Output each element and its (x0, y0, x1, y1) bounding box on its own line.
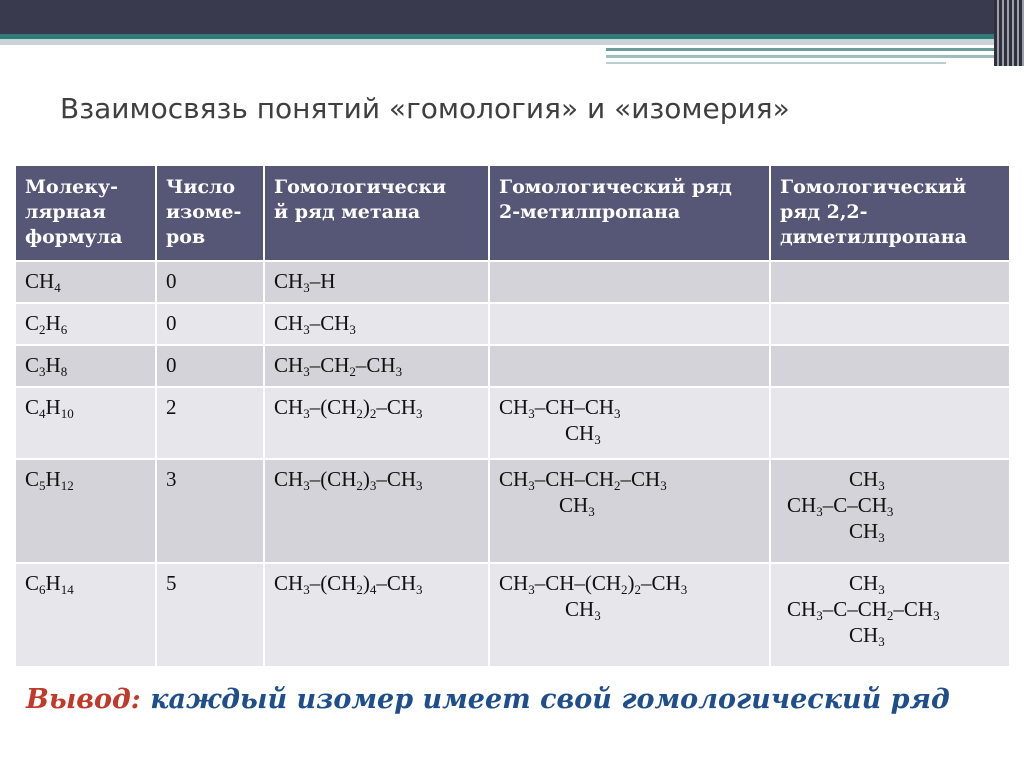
dimethylpropane-series-cell (770, 303, 1010, 345)
dimethylpropane-series-cell (770, 261, 1010, 303)
formula-text: CH (274, 269, 304, 293)
subscript: 3 (303, 280, 310, 295)
formula-line (274, 352, 488, 378)
formula-text: CH (849, 623, 879, 647)
subscript: 5 (39, 478, 46, 493)
formula-text: CH (274, 395, 304, 419)
subscript: 3 (816, 504, 823, 519)
formula-text: CH (559, 493, 589, 517)
header-line: изоме- (166, 201, 242, 223)
subscript: 3 (878, 634, 885, 649)
methane-series-cell (264, 303, 489, 345)
formula-text: CH (274, 467, 304, 491)
subscript: 2 (886, 608, 894, 623)
table-row (15, 303, 1010, 345)
subscript: 3 (349, 322, 356, 337)
subscript: 2 (621, 582, 628, 597)
methylpropane-series-cell (489, 261, 770, 303)
subscript: 3 (878, 582, 885, 597)
conclusion-label: Вывод: (26, 684, 141, 715)
formula-text: CH (499, 467, 529, 491)
formula-text: –(CH (309, 571, 357, 595)
subscript: 3 (395, 364, 403, 379)
formula-text: –C–CH (822, 597, 887, 621)
formula-text: CH (849, 467, 879, 491)
formula-text: ) (362, 571, 370, 595)
subscript: 3 (303, 406, 310, 421)
subscript: 2 (356, 478, 363, 493)
header-line: лярная (25, 201, 106, 223)
subscript: 12 (60, 478, 74, 493)
formula-text: –(CH (309, 395, 357, 419)
methane-series-cell (264, 459, 489, 563)
subscript: 3 (933, 608, 940, 623)
formula-line (274, 394, 488, 420)
formula-text: ) (362, 467, 370, 491)
formula-line (25, 352, 155, 378)
formula-text: H (45, 353, 61, 377)
isomer-count-cell: 0 (156, 261, 264, 303)
formula-text: –CH (376, 395, 417, 419)
formula-text: –CH (376, 571, 417, 595)
header-accent-line-2 (606, 55, 996, 58)
subscript: 3 (680, 582, 688, 597)
formula-cell (15, 345, 156, 387)
methane-series-cell (264, 345, 489, 387)
formula-text: H (45, 571, 61, 595)
formula-cell (15, 387, 156, 459)
formula-text: –CH–CH (534, 467, 615, 491)
right-edge-bars (994, 0, 1024, 66)
header-methane-series (264, 165, 489, 261)
table-row (15, 387, 1010, 459)
header-line: формула (25, 226, 123, 248)
formula-line (499, 466, 769, 492)
formula-text: –CH (893, 597, 934, 621)
subscript: 3 (369, 478, 377, 493)
subscript: 2 (634, 582, 642, 597)
formula-text: CH (849, 519, 879, 543)
formula-line (787, 570, 1009, 596)
header-line: й ряд метана (274, 201, 421, 223)
formula-text: –CH (641, 571, 681, 595)
methylpropane-series-cell (489, 345, 770, 387)
subscript: 3 (878, 478, 885, 493)
methylpropane-series-cell (489, 303, 770, 345)
isomer-count-cell: 3 (156, 459, 264, 563)
formula-text: CH (499, 395, 529, 419)
subscript: 2 (349, 364, 356, 379)
header-dimethylpropane-series (770, 165, 1010, 261)
subscript: 14 (60, 582, 74, 597)
formula-line (787, 466, 1009, 492)
subscript: 3 (528, 406, 535, 421)
subscript: 6 (60, 322, 68, 337)
table-row (15, 459, 1010, 563)
formula-line (787, 518, 1009, 544)
formula-text: C (25, 269, 40, 293)
subscript: 3 (660, 478, 667, 493)
formula-text: CH (565, 421, 595, 445)
formula-text: –CH (355, 353, 396, 377)
formula-text: –CH–CH (534, 395, 615, 419)
header-accent-line (606, 48, 996, 51)
formula-text: CH (499, 571, 529, 595)
subscript: 6 (39, 582, 46, 597)
header-accent-line-3 (606, 62, 946, 64)
subscript: 3 (816, 608, 823, 623)
subscript: 4 (369, 582, 377, 597)
formula-text: H (45, 395, 61, 419)
methane-series-cell (264, 387, 489, 459)
dimethylpropane-series-cell (770, 387, 1010, 459)
subscript: 2 (39, 322, 46, 337)
subscript: 3 (39, 364, 46, 379)
table-row (15, 563, 1010, 667)
formula-text: CH (849, 571, 879, 595)
subscript: 3 (303, 364, 310, 379)
subscript: 2 (356, 406, 363, 421)
formula-text: CH (274, 571, 304, 595)
header-line: Число (166, 176, 236, 198)
header-line: 2-метилпропана (499, 201, 681, 223)
formula-text: H (45, 311, 61, 335)
dimethylpropane-series-cell (770, 563, 1010, 667)
header-isomer-count (156, 165, 264, 261)
formula-text: –CH (309, 311, 350, 335)
top-header-bar (0, 0, 1024, 34)
formula-text: –H (309, 269, 336, 293)
header-line: Молеку- (25, 176, 118, 198)
formula-text: ) (627, 571, 635, 595)
subscript: 4 (39, 406, 46, 421)
formula-line (25, 394, 155, 420)
subscript: 3 (886, 504, 894, 519)
dimethylpropane-series-cell (770, 345, 1010, 387)
conclusion-text: каждый изомер имеет свой гомологический ряд (150, 684, 950, 715)
isomer-count-cell: 0 (156, 303, 264, 345)
formula-text: CH (274, 353, 304, 377)
formula-text: –CH–(CH (534, 571, 622, 595)
subscript: 10 (60, 406, 74, 421)
formula-line (274, 570, 488, 596)
header-line: Гомологический ряд (499, 176, 732, 198)
formula-cell (15, 303, 156, 345)
subscript: 3 (303, 582, 310, 597)
methylpropane-series-cell (489, 387, 770, 459)
formula-line (274, 466, 488, 492)
formula-text: CH (787, 597, 817, 621)
header-line: ряд 2,2- (780, 201, 868, 223)
formula-text: C (25, 467, 40, 491)
formula-text: H (45, 467, 61, 491)
subscript: 3 (303, 478, 310, 493)
isomer-count-cell: 2 (156, 387, 264, 459)
table-row (15, 261, 1010, 303)
formula-line (25, 466, 155, 492)
formula-text: C (25, 353, 40, 377)
formula-text: –C–CH (822, 493, 887, 517)
page-title: Взаимосвязь понятий «гомология» и «изомерия» (60, 92, 790, 125)
subscript: 3 (416, 478, 423, 493)
subscript: 3 (594, 432, 601, 447)
subscript: 3 (528, 582, 535, 597)
formula-line (25, 268, 155, 294)
subscript: 3 (528, 478, 535, 493)
conclusion (26, 684, 950, 715)
formula-text: –(CH (309, 467, 357, 491)
methane-series-cell (264, 563, 489, 667)
isomer-count-cell: 0 (156, 345, 264, 387)
formula-text: CH (565, 597, 595, 621)
table-row (15, 345, 1010, 387)
formula-cell (15, 459, 156, 563)
formula-text: C (25, 395, 40, 419)
header-line: ров (166, 226, 206, 248)
methane-series-cell (264, 261, 489, 303)
formula-cell (15, 261, 156, 303)
formula-cell (15, 563, 156, 667)
formula-line (274, 268, 488, 294)
formula-line (499, 570, 769, 596)
formula-text: C (25, 311, 40, 335)
subscript: 3 (416, 582, 423, 597)
subscript: 3 (416, 406, 423, 421)
subscript: 3 (594, 608, 601, 623)
header-line: Гомологический (780, 176, 967, 198)
subscript: 3 (303, 322, 310, 337)
header-methylpropane-series (489, 165, 770, 261)
formula-text: C (25, 571, 40, 595)
subscript: 2 (614, 478, 621, 493)
formula-text: ) (362, 395, 370, 419)
homology-isomerism-table (14, 164, 1011, 668)
formula-line (25, 570, 155, 596)
header-line: диметилпропана (780, 226, 967, 248)
formula-text: H (39, 269, 55, 293)
formula-text: –CH (376, 467, 417, 491)
methylpropane-series-cell (489, 459, 770, 563)
formula-line (499, 394, 769, 420)
subscript: 8 (60, 364, 68, 379)
subscript: 3 (878, 530, 885, 545)
subscript: 2 (356, 582, 363, 597)
formula-line (499, 492, 769, 518)
subscript: 4 (54, 280, 61, 295)
subscript: 3 (614, 406, 621, 421)
formula-text: –CH (309, 353, 350, 377)
isomer-count-cell: 5 (156, 563, 264, 667)
subscript: 2 (369, 406, 377, 421)
methylpropane-series-cell (489, 563, 770, 667)
formula-text: –CH (620, 467, 661, 491)
formula-line (787, 622, 1009, 648)
header-line: Гомологически (274, 176, 447, 198)
formula-line (499, 420, 769, 446)
formula-line (787, 492, 1009, 518)
formula-line (25, 310, 155, 336)
formula-line (499, 596, 769, 622)
formula-line (787, 596, 1009, 622)
subscript: 3 (588, 504, 595, 519)
formula-line (274, 310, 488, 336)
dimethylpropane-series-cell (770, 459, 1010, 563)
header-accent-stripe-light (0, 39, 1000, 45)
formula-text: CH (787, 493, 817, 517)
header-formula (15, 165, 156, 261)
formula-text: CH (274, 311, 304, 335)
